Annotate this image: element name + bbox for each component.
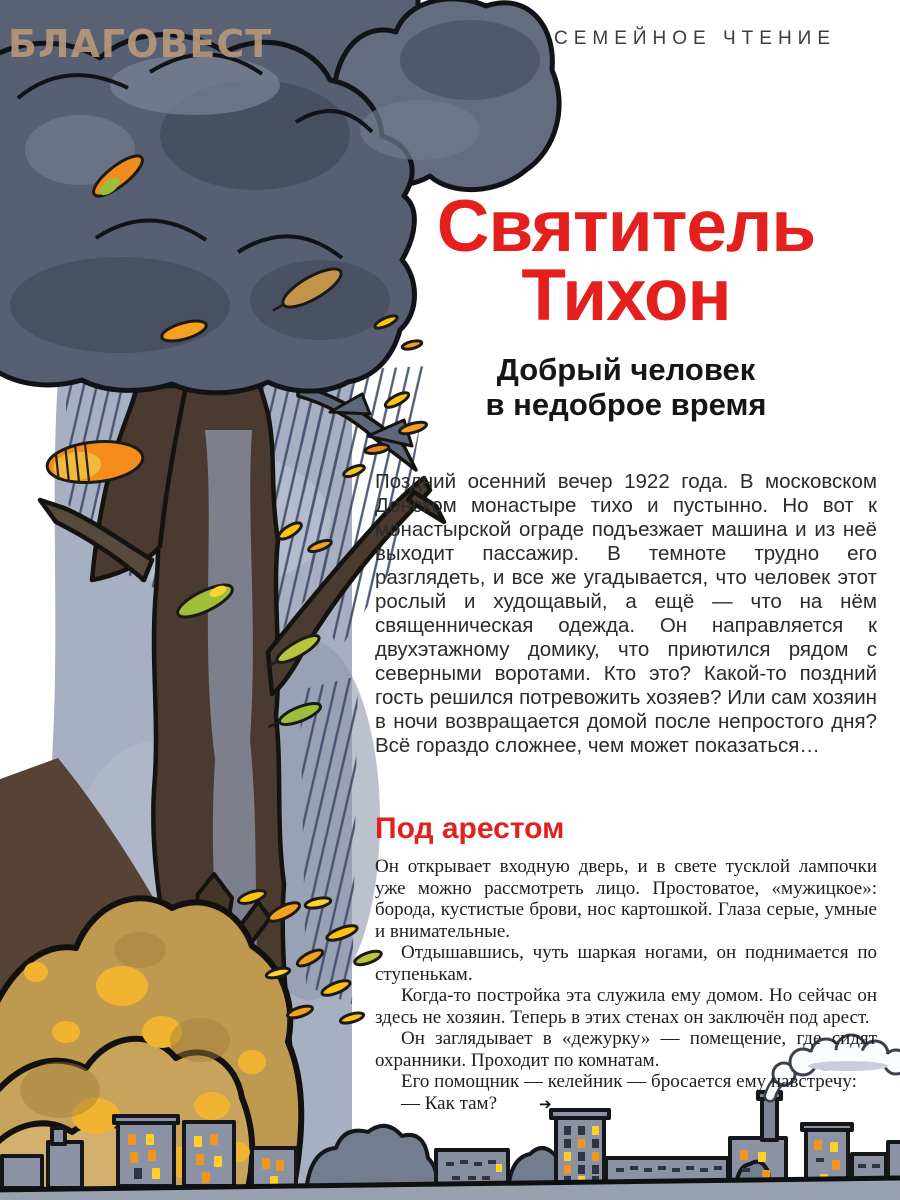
body-paragraph [375, 1093, 877, 1116]
article-subtitle-line2: в недоброе время [485, 387, 767, 423]
section-kicker: СЕМЕЙНОЕ ЧТЕНИЕ [554, 28, 836, 49]
continued-arrow-icon: ➔ [539, 1094, 552, 1113]
article-subtitle [375, 352, 877, 423]
watermark: БЛАГОВЕСТ [8, 22, 273, 66]
article-subtitle-line1: Добрый человек [496, 352, 756, 387]
lead-paragraph: Поздний осенний вечер 1922 года. В московском Донском монастыре тихо и пустынно. Но вот к монастырской ограде подъезжает машина и из неё выходит пассажир. В темноте трудно его разглядеть, и все же угадывается, что человек этот рослый и худощавый, а ещё — что на нём священническая одежда. Он направляется к двухэтажному домику, что приютился рядом с северными воротами. Кто это? Какой-то поздний гость решился потревожить хозяев? Или сам хозяин в ночи возвращается домой после непростого дня? Всё гораздо сложнее, чем может показаться… [375, 470, 877, 757]
body-paragraph: Когда-то постройка эта служила ему домом. Но сейчас он здесь не хозяин. Теперь в этих стенах он заключён под арест. [375, 985, 877, 1028]
body-paragraph: Отдышавшись, чуть шаркая ногами, он поднимается по ступенькам. [375, 942, 877, 985]
article-title [375, 186, 877, 337]
body-paragraph: Его помощник — келейник — бросается ему навстречу: [401, 1071, 857, 1092]
body-paragraph: Он открывает входную дверь, и в свете тусклой лампочки уже можно рассмотреть лицо. Простоватое, «мужицкое»: борода, кустистые брови, нос картошкой. Глаза серые, умные и внимательные. [375, 856, 877, 942]
article-title-line2: Тихон [521, 255, 731, 337]
body-text [375, 856, 877, 1115]
article-title-line1: Святитель [436, 186, 816, 267]
section-heading: Под арестом [375, 812, 565, 845]
body-paragraph: Он заглядывает в «дежурку» — помещение, где сидят охранники. Проходит по комнатам. [375, 1028, 877, 1071]
dialogue-line: — Как там? [401, 1092, 498, 1114]
article-column [375, 0, 877, 1200]
